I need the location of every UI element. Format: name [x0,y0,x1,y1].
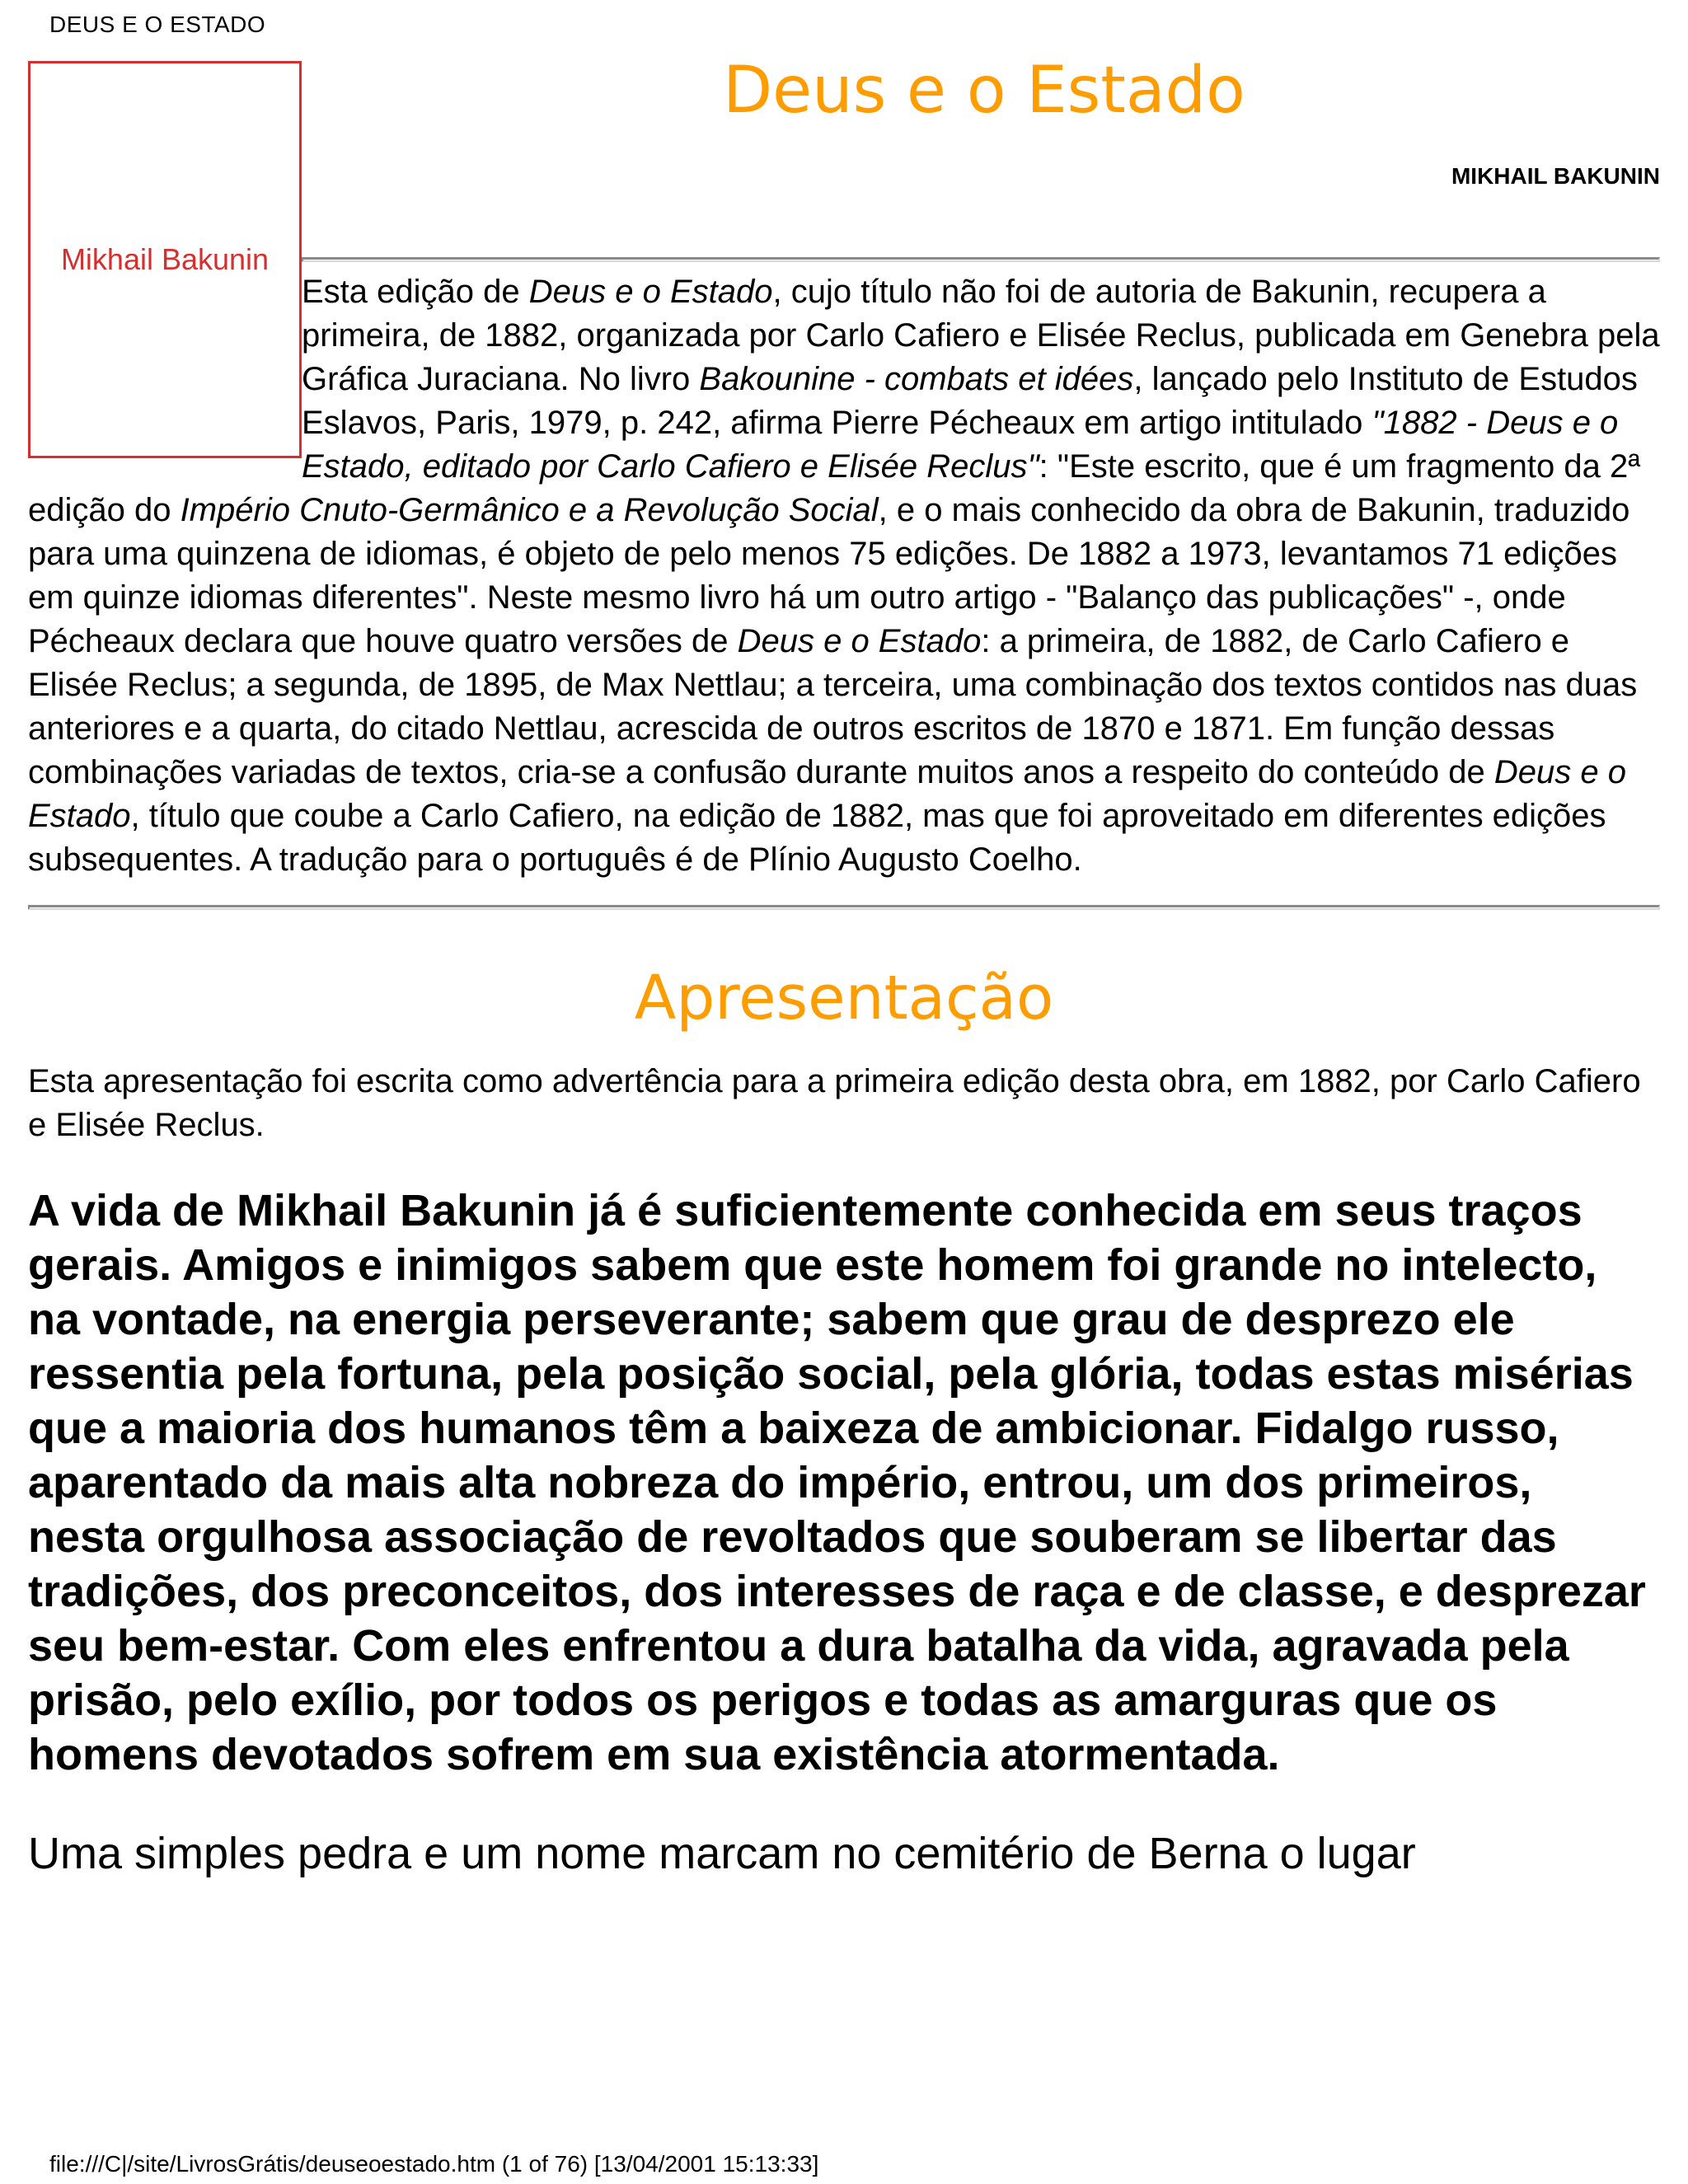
biography-paragraph: A vida de Mikhail Bakunin já é suficientemente conhecida em seus traços gerais. Amigos e inimigos sabem que este homem foi grande no intelecto, na vontade, na energia perseverante; sabem que grau de desprezo ele ressentia pela fortuna, pela posição social, pela glória, todas estas misérias que a maioria dos humanos têm a baixeza de ambicionar. Fidalgo russo, aparentado da mais alta nobreza do império, entrou, um dos primeiros, nesta orgulhosa associação de revoltados que souberam se libertar das tradições, dos preconceitos, dos interesses de raça e de classe, e desprezar seu bem-estar. Com eles enfrentou a dura batalha da vida, agravada pela prisão, pelo exílio, por todos os perigos e todas as amarguras que os homens devotados sofrem em sua existência atormentada. [28,1186,1646,1779]
page-content [28,0,1660,1881]
intro-italic-text: Deus e o Estado [28,754,1626,834]
intro-text: , cujo título não foi de autoria de Bakunin, recupera a primeira, de 1882, organizada por Carlo Cafiero e Elisée Reclus, publicada em Genebra pela Gráfica Juraciana. No livro [302,274,1660,397]
intro-text: , e o mais conhecido da obra de Bakunin, traduzido para uma quinzena de idiomas, é objeto de pelo menos 75 edições. De 1882 a 1973, levantamos 71 edições em quinze idiomas diferentes". Neste mesmo livro há um outro artigo - "Balanço das publicações" -, onde Pécheaux declara que houve quatro versões de [28,492,1630,659]
author-image-placeholder [28,61,302,458]
intro-italic-text: Império Cnuto-Germânico e a Revolução Social [180,492,879,528]
intro-italic-text: Bakounine - combats et idées [699,361,1134,397]
intro-text: , título que coube a Carlo Cafiero, na edição de 1882, mas que foi aproveitado em diferentes edições subsequentes. A tradução para o português é de Plínio Augusto Coelho. [28,798,1606,878]
image-alt-text: Mikhail Bakunin [60,242,270,276]
intro-italic-text: "1882 - Deus e o Estado, editado por Carlo Cafiero e Elisée Reclus" [302,405,1619,485]
horizontal-rule-bottom [28,905,1660,910]
file-path-footer: file:///C|/site/LivrosGrátis/deuseoestado.htm (1 of 76) [13/04/2001 15:13:33] [49,2151,819,2177]
author-name: MIKHAIL BAKUNIN [1451,163,1660,189]
intro-italic-text: Deus e o Estado [528,274,773,310]
intro-text: , lançado pelo Instituto de Estudos Eslavos, Paris, 1979, p. 242, afirma Pierre Pécheaux em artigo intitulado [302,361,1638,441]
page-title: Deus e o Estado [723,54,1245,128]
intro-text: Esta edição de [302,274,529,310]
continuation-paragraph: Uma simples pedra e um nome marcam no cemitério de Berna o lugar [28,1829,1416,1878]
presentation-note: Esta apresentação foi escrita como advertência para a primeira edição desta obra, em 1882, por Carlo Cafiero e Elisée Reclus. [28,1063,1641,1143]
horizontal-rule-top [302,257,1660,262]
intro-text: : a primeira, de 1882, de Carlo Cafiero e Elisée Reclus; a segunda, de 1895, de Max Nettlau; a terceira, uma combinação dos textos contidos nas duas anteriores e a quarta, do citado Nettlau, acrescida de outros escritos de 1870 e 1871. Em função dessas combinações variadas de textos, cria-se a confusão durante muitos anos a respeito do conteúdo de [28,623,1638,790]
section-title: Apresentação [634,963,1054,1033]
intro-italic-text: Deus e o Estado [737,623,982,659]
intro-text: : "Este escrito, que é um fragmento da 2ª edição do [28,448,1641,528]
running-header: DEUS E O ESTADO [49,12,266,37]
